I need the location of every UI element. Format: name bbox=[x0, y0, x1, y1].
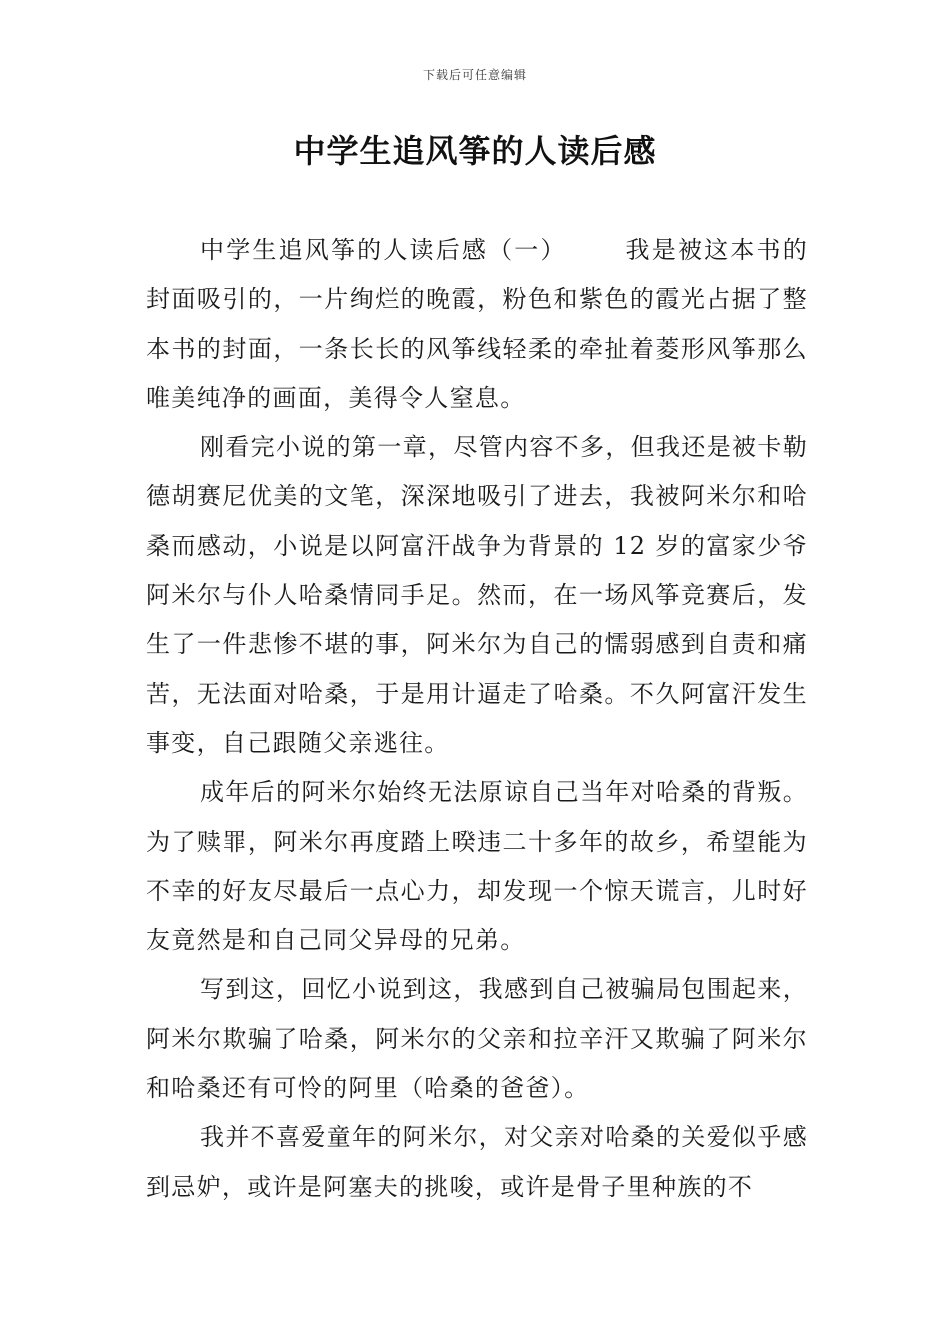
document-title: 中学生追风筝的人读后感 bbox=[293, 132, 657, 170]
paragraph: 成年后的阿米尔始终无法原谅自己当年对哈桑的背叛。为了赎罪，阿米尔再度踏上暌违二十多年的故乡，希望能为不幸的好友尽最后一点心力，却发现一个惊天谎言，儿时好友竟然是和自己同父异母的兄弟。 bbox=[146, 778, 808, 955]
paragraph: 刚看完小说的第一章，尽管内容不多，但我还是被卡勒德胡赛尼优美的文笔，深深地吸引了进去，我被阿米尔和哈桑而感动，小说是以阿富汗战争为背景的 12 岁的富家少爷阿米尔与仆人哈桑情同手足。然而，在一场风筝竞赛后，发生了一件悲惨不堪的事，阿米尔为自己的懦弱感到自责和痛苦，无法面对哈桑，于是用计逼走了哈桑。不久阿富汗发生事变，自己跟随父亲逃往。 bbox=[146, 433, 808, 757]
paragraph: 我并不喜爱童年的阿米尔，对父亲对哈桑的关爱似乎感到忌妒，或许是阿塞夫的挑唆，或许是骨子里种族的不 bbox=[146, 1123, 808, 1201]
document-body bbox=[146, 226, 808, 1212]
intro-text: 我是被这本书的封面吸引的，一片绚烂的晚霞，粉色和紫色的霞光占据了整本书的封面，一条长长的风筝线轻柔的牵扯着菱形风筝那么唯美纯净的画面，美得令人窒息。 bbox=[146, 236, 809, 412]
paragraph: 写到这，回忆小说到这，我感到自己被骗局包围起来，阿米尔欺骗了哈桑，阿米尔的父亲和拉辛汗又欺骗了阿米尔和哈桑还有可怜的阿里（哈桑的爸爸）。 bbox=[146, 975, 808, 1103]
header-note: 下载后可任意编辑 bbox=[422, 68, 527, 82]
intro-paragraph bbox=[146, 226, 808, 423]
intro-subtitle: 中学生追风筝的人读后感（一） bbox=[200, 236, 567, 264]
